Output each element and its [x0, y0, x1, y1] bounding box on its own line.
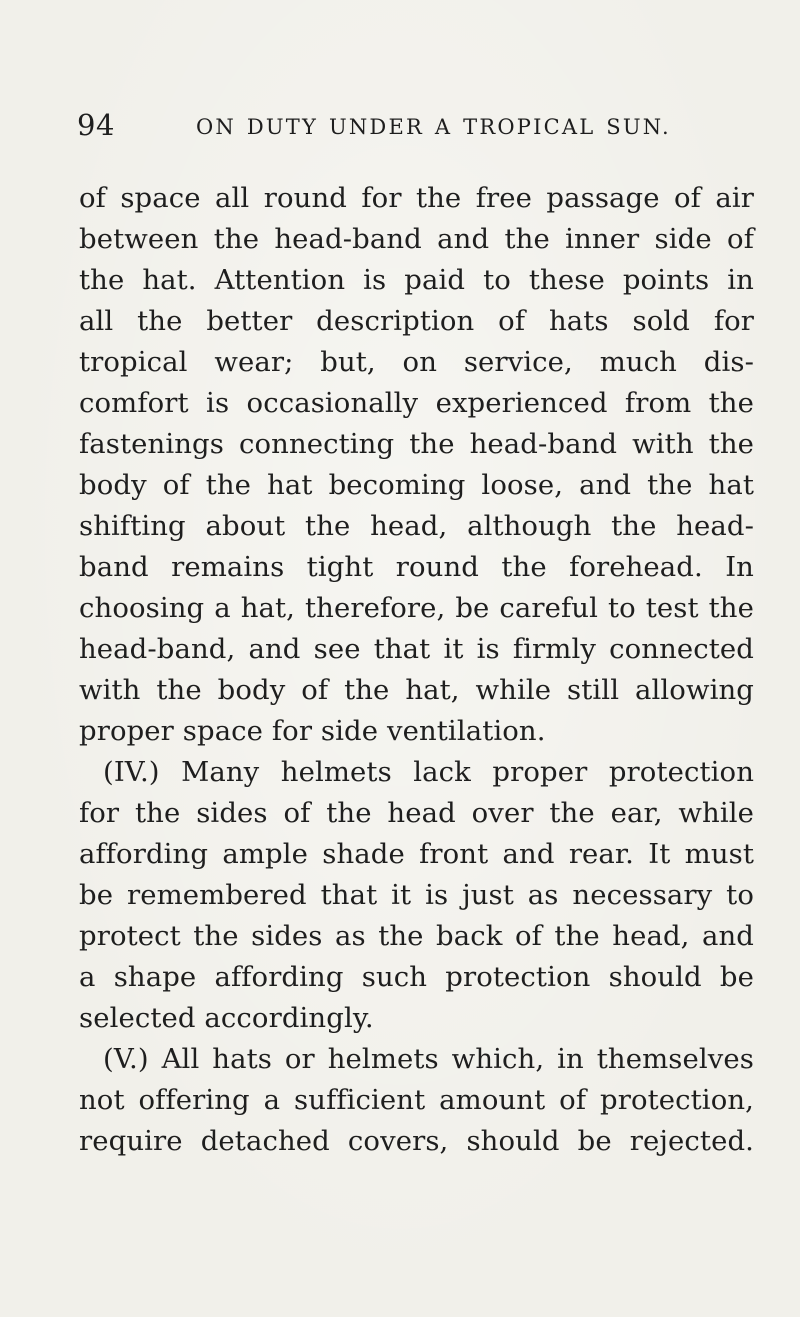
text-line: choosing a hat, therefore, be careful to test the — [79, 592, 754, 624]
text-line: of space all round for the free passage of air — [79, 182, 754, 214]
text-line: band remains tight round the forehead. In — [79, 551, 754, 583]
text-line: require detached covers, should be rejected. — [79, 1125, 754, 1157]
text-line: a shape affording such protection should be — [79, 961, 754, 993]
running-title: ON DUTY UNDER A TROPICAL SUN. — [196, 115, 671, 139]
text-line: body of the hat becoming loose, and the hat — [79, 469, 754, 501]
text-line: between the head-band and the inner side of — [79, 223, 754, 255]
text-line: head-band, and see that it is firmly connected — [79, 633, 754, 665]
text-line: with the body of the hat, while still allowing — [79, 674, 754, 706]
text-line: for the sides of the head over the ear, while — [79, 797, 754, 829]
text-line: all the better description of hats sold for — [79, 305, 754, 337]
text-line: the hat. Attention is paid to these points in — [79, 264, 754, 296]
text-line: not offering a sufficient amount of protection, — [79, 1084, 754, 1116]
paragraph-start-line: (IV.) Many helmets lack proper protection — [103, 756, 754, 788]
page-number: 94 — [77, 108, 115, 142]
paragraph-end-line: proper space for side ventilation. — [79, 715, 546, 747]
body-text — [79, 178, 754, 1162]
paragraph-end-line: selected accordingly. — [79, 1002, 374, 1034]
text-line: be remembered that it is just as necessary to — [79, 879, 754, 911]
text-line: affording ample shade front and rear. It must — [79, 838, 754, 870]
text-line: protect the sides as the back of the head, and — [79, 920, 754, 952]
paragraph-start-line: (V.) All hats or helmets which, in themselves — [103, 1043, 754, 1075]
text-line: tropical wear; but, on service, much dis- — [79, 346, 754, 378]
text-line: fastenings connecting the head-band with the — [79, 428, 754, 460]
page-header — [0, 108, 800, 142]
text-line: comfort is occasionally experienced from the — [79, 387, 754, 419]
text-line: shifting about the head, although the head- — [79, 510, 754, 542]
